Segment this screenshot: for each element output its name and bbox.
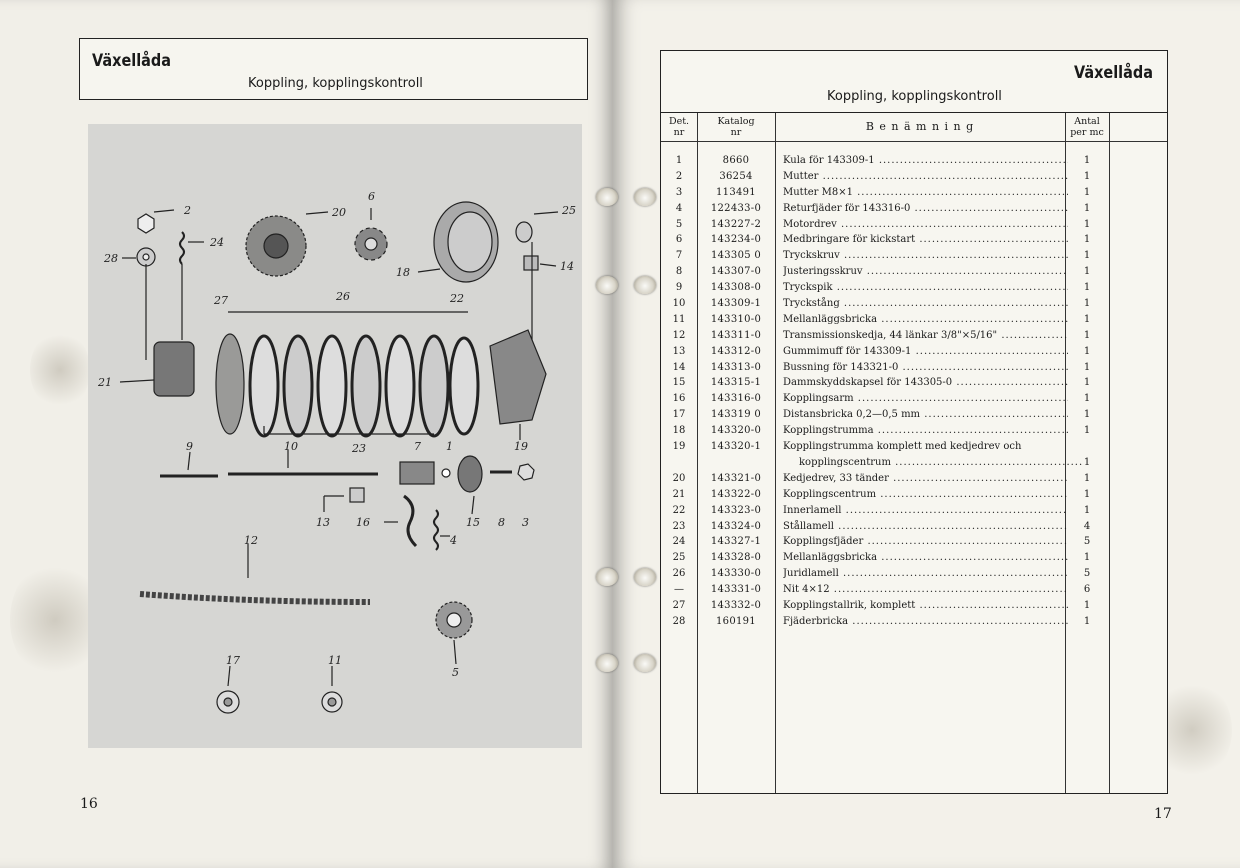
column-header-det: Det. nr xyxy=(668,116,690,138)
callout-label: 27 xyxy=(214,294,228,307)
catalog-number: 143332-0 xyxy=(710,599,762,611)
callout-label: 3 xyxy=(522,516,529,529)
catalog-number: 8660 xyxy=(722,155,750,166)
det-number: 22 xyxy=(672,504,686,516)
det-number: 11 xyxy=(672,313,686,325)
part-name: Medbringare för kickstart ..... xyxy=(783,232,1068,248)
table-row xyxy=(661,534,1167,550)
quantity: 1 xyxy=(1083,282,1091,294)
callout-label: 17 xyxy=(226,654,240,667)
table-row xyxy=(661,217,1167,233)
part-name: Nit 4×12 ..... xyxy=(783,582,1068,598)
nut-part xyxy=(138,214,154,233)
column-header-benamning: B e n ä m n i n g xyxy=(865,120,975,133)
quantity: 1 xyxy=(1083,234,1091,246)
quantity: 1 xyxy=(1083,409,1091,421)
quantity: 1 xyxy=(1083,488,1091,500)
catalog-number: 143321-0 xyxy=(710,472,762,484)
table-row xyxy=(661,344,1167,360)
catalog-number: 36254 xyxy=(719,170,753,182)
quantity: 5 xyxy=(1083,536,1091,548)
quantity: 1 xyxy=(1083,393,1091,405)
det-number: — xyxy=(674,584,684,596)
callout-label: 24 xyxy=(210,236,224,249)
callout-label: 25 xyxy=(562,204,576,217)
clutch-hub-part xyxy=(154,342,194,396)
catalog-number: 143323-0 xyxy=(710,504,762,516)
part-name: Mutter ..... xyxy=(783,169,1068,185)
quantity: 1 xyxy=(1083,250,1091,262)
catalog-number: 143312-0 xyxy=(710,345,762,357)
det-number: 14 xyxy=(672,361,686,373)
callout-label: 28 xyxy=(104,252,118,265)
table-row xyxy=(661,201,1167,217)
quantity: 1 xyxy=(1083,361,1091,373)
callout-label: 7 xyxy=(414,440,421,453)
table-row xyxy=(661,312,1167,328)
part-name: Returfjäder för 143316-0 ..... xyxy=(783,201,1068,217)
part-name: Tryckskruv ..... xyxy=(783,248,1068,264)
catalog-number: 143324-0 xyxy=(710,520,762,532)
callout-label: 2 xyxy=(184,204,191,217)
binder-hole xyxy=(596,188,618,206)
part-name: Mellanläggsbricka ..... xyxy=(783,550,1068,566)
binder-hole xyxy=(634,188,656,206)
catalog-number: 143313-0 xyxy=(710,361,762,373)
callout-label: 12 xyxy=(244,534,258,547)
det-number: 18 xyxy=(672,425,686,437)
det-number: 21 xyxy=(672,488,686,500)
part-name: Kedjedrev, 33 tänder ..... xyxy=(783,471,1068,487)
binder-hole xyxy=(596,276,618,294)
part-name: Tryckspik ..... xyxy=(783,280,1068,296)
catalog-number: 143319 0 xyxy=(710,409,762,421)
part-name: Stållamell ..... xyxy=(783,519,1068,535)
part-name: Distansbricka 0,2—0,5 mm ..... xyxy=(783,407,1068,423)
table-row xyxy=(661,328,1167,344)
det-number: 8 xyxy=(675,266,683,278)
header-title: Växellåda xyxy=(92,51,172,71)
table-row xyxy=(661,487,1167,503)
det-number: 19 xyxy=(672,441,686,453)
callout-label: 5 xyxy=(452,666,459,679)
catalog-number: 143315-1 xyxy=(710,377,762,389)
callout-label: 9 xyxy=(186,440,193,453)
det-number: 12 xyxy=(672,329,686,341)
det-number: 16 xyxy=(672,393,686,405)
exploded-view-figure xyxy=(88,124,582,748)
quantity: 1 xyxy=(1083,425,1091,437)
det-number: 17 xyxy=(672,409,686,421)
catalog-number: 143322-0 xyxy=(710,488,762,500)
table-row xyxy=(661,264,1167,280)
part-name: Mellanläggsbricka ..... xyxy=(783,312,1068,328)
det-number: 28 xyxy=(672,615,686,627)
table-row xyxy=(661,566,1167,582)
part-name: Kopplingstallrik, komplett ..... xyxy=(783,598,1068,614)
callout-label: 4 xyxy=(450,534,457,547)
part-name: Motordrev ..... xyxy=(783,217,1068,233)
callout-label: 21 xyxy=(98,376,112,389)
callout-label: 10 xyxy=(284,440,298,453)
parts-table xyxy=(660,112,1168,794)
table-row xyxy=(661,280,1167,296)
table-row xyxy=(661,153,1167,169)
table-row xyxy=(661,598,1167,614)
det-number: 27 xyxy=(672,599,686,611)
quantity: 1 xyxy=(1083,170,1091,182)
callout-label: 11 xyxy=(328,654,342,667)
catalog-number: 143227-2 xyxy=(710,218,762,230)
callout-label: 6 xyxy=(368,190,375,203)
det-number: 13 xyxy=(672,345,686,357)
det-number: 15 xyxy=(672,377,686,389)
table-row xyxy=(661,471,1167,487)
column-header-antal: Antal per mc xyxy=(1070,116,1104,138)
catalog-number: 143311-0 xyxy=(710,329,762,341)
catalog-number: 143305 0 xyxy=(710,250,762,262)
part-name: Kopplingsarm ..... xyxy=(783,391,1068,407)
catalog-number: 122433-0 xyxy=(710,202,762,214)
catalog-number: 143234-0 xyxy=(710,234,762,246)
catalog-number: 143309-1 xyxy=(710,298,762,310)
table-row xyxy=(661,296,1167,312)
table-row xyxy=(661,185,1167,201)
det-number: 9 xyxy=(675,282,683,294)
det-number: 6 xyxy=(675,234,683,246)
table-row xyxy=(661,375,1167,391)
det-number: 2 xyxy=(675,170,683,182)
part-name: Fjäderbricka ..... xyxy=(783,614,1068,630)
quantity: 1 xyxy=(1083,377,1091,389)
part-name: Kula för 143309-1 ..... xyxy=(783,153,1068,169)
catalog-number: 143320-0 xyxy=(710,425,762,437)
quantity: 1 xyxy=(1083,202,1091,214)
quantity: 1 xyxy=(1083,472,1091,484)
quantity: 5 xyxy=(1083,568,1091,580)
part-name: Tryckstång ..... xyxy=(783,296,1068,312)
spring-part xyxy=(180,232,184,264)
quantity: 1 xyxy=(1083,456,1091,468)
det-number: 1 xyxy=(675,155,683,166)
right-page-header xyxy=(660,50,1168,113)
part-name: Transmissionskedja, 44 länkar 3/8"×5/16" ..... xyxy=(783,328,1068,344)
quantity: 1 xyxy=(1083,313,1091,325)
quantity: 1 xyxy=(1083,155,1091,166)
catalog-number: 113491 xyxy=(716,186,756,198)
left-page-number: 16 xyxy=(80,796,98,812)
exploded-parts-drawing xyxy=(88,124,582,748)
det-number: 20 xyxy=(672,472,686,484)
callout-label: 8 xyxy=(498,516,505,529)
part-name: Gummimuff för 143309-1 ..... xyxy=(783,344,1068,360)
quantity: 1 xyxy=(1083,345,1091,357)
callout-label: 22 xyxy=(450,292,464,305)
det-number: 25 xyxy=(672,552,686,564)
det-number: 7 xyxy=(675,250,683,262)
catalog-number: 143310-0 xyxy=(710,313,762,325)
catalog-number: 160191 xyxy=(716,615,756,627)
callout-label: 13 xyxy=(316,516,330,529)
drum-assembly-part xyxy=(490,330,546,424)
catalog-number: 143328-0 xyxy=(710,552,762,564)
catalog-number: 143331-0 xyxy=(710,584,762,596)
det-number: 26 xyxy=(672,568,686,580)
paper-stain xyxy=(10,560,100,680)
quantity: 1 xyxy=(1083,218,1091,230)
callout-label: 18 xyxy=(396,266,410,279)
part-name: Kopplingsfjäder ..... xyxy=(783,534,1068,550)
part-name: Mutter M8×1 ..... xyxy=(783,185,1068,201)
table-row xyxy=(661,550,1167,566)
callout-label: 1 xyxy=(446,440,453,453)
table-row xyxy=(661,407,1167,423)
left-page-header xyxy=(79,38,588,100)
callout-label: 19 xyxy=(514,440,528,453)
table-row xyxy=(661,439,1167,471)
det-number: 4 xyxy=(675,202,683,214)
table-row xyxy=(661,248,1167,264)
det-number: 24 xyxy=(672,536,686,548)
quantity: 1 xyxy=(1083,186,1091,198)
table-row xyxy=(661,169,1167,185)
header-title: Växellåda xyxy=(1073,63,1153,83)
part-name: Innerlamell ..... xyxy=(783,503,1068,519)
quantity: 1 xyxy=(1083,552,1091,564)
quantity: 1 xyxy=(1083,599,1091,611)
catalog-number: 143316-0 xyxy=(710,393,762,405)
callout-label: 20 xyxy=(332,206,346,219)
header-subtitle: Koppling, kopplingskontroll xyxy=(827,89,1002,104)
chain-part xyxy=(140,594,370,602)
det-number: 23 xyxy=(672,520,686,532)
catalog-number: 143320-1 xyxy=(710,441,762,453)
part-name: Bussning för 143321-0 ..... xyxy=(783,360,1068,376)
part-name: Justeringsskruv ..... xyxy=(783,264,1068,280)
catalog-number: 143330-0 xyxy=(710,568,762,580)
binder-hole xyxy=(596,654,618,672)
catalog-number: 143307-0 xyxy=(710,266,762,278)
det-number: 10 xyxy=(672,298,686,310)
header-subtitle: Koppling, kopplingskontroll xyxy=(248,76,423,91)
table-row xyxy=(661,391,1167,407)
right-page-number: 17 xyxy=(1154,806,1172,822)
quantity: 6 xyxy=(1083,584,1091,596)
header-divider xyxy=(661,141,1167,142)
binder-hole xyxy=(596,568,618,586)
part-name: Kopplingstrumma komplett med kedjedrev och xyxy=(783,441,1022,453)
quantity: 1 xyxy=(1083,329,1091,341)
table-row xyxy=(661,614,1167,630)
callout-label: 26 xyxy=(336,290,350,303)
callout-label: 23 xyxy=(352,442,366,455)
table-row xyxy=(661,360,1167,376)
table-row xyxy=(661,423,1167,439)
callout-label: 14 xyxy=(560,260,574,273)
quantity: 1 xyxy=(1083,298,1091,310)
det-number: 5 xyxy=(675,218,683,230)
binder-hole xyxy=(634,568,656,586)
binder-hole xyxy=(634,654,656,672)
quantity: 1 xyxy=(1083,615,1091,627)
callout-label: 16 xyxy=(356,516,370,529)
table-row xyxy=(661,582,1167,598)
quantity: 1 xyxy=(1083,266,1091,278)
part-name-continued: kopplingscentrum ..... xyxy=(783,455,1084,471)
paper-stain xyxy=(30,330,90,410)
part-name: Kopplingscentrum ..... xyxy=(783,487,1068,503)
catalog-number: 143327-1 xyxy=(710,536,762,548)
catalog-number: 143308-0 xyxy=(710,282,762,294)
column-header-katalog: Katalog nr xyxy=(717,116,755,138)
det-number: 3 xyxy=(675,186,683,198)
part-name: Dammskyddskapsel för 143305-0 ..... xyxy=(783,375,1068,391)
binder-hole xyxy=(634,276,656,294)
callout-label: 15 xyxy=(466,516,480,529)
part-name: Juridlamell ..... xyxy=(783,566,1068,582)
parts-list xyxy=(661,153,1167,630)
quantity: 4 xyxy=(1083,520,1091,532)
table-row xyxy=(661,503,1167,519)
table-row xyxy=(661,519,1167,535)
table-row xyxy=(661,232,1167,248)
quantity: 1 xyxy=(1083,504,1091,516)
part-name: Kopplingstrumma ..... xyxy=(783,423,1068,439)
